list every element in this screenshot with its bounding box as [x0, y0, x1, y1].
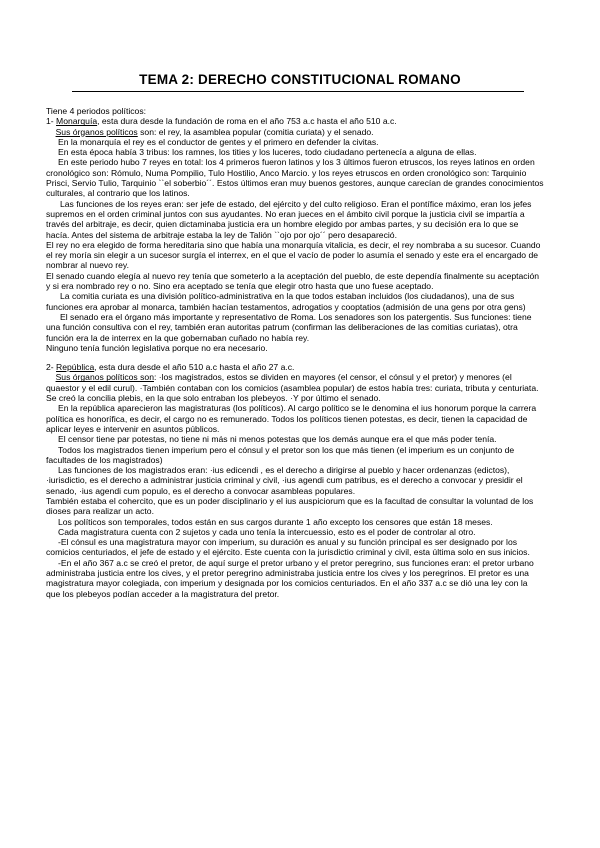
- monarquia-paragraph: Ninguno tenía función legislativa porque no era necesario.: [46, 342, 268, 353]
- republica-heading: [46, 362, 544, 372]
- monarquia-paragraph: Las funciones de los reyes eran: ser jefe de estado, del ejército y del culto religioso. Eran el pontífice máximo, eran los jefes supremos en el orden criminal juntos con sus ayudantes. No eran jueces en el ámbito civil porque la justicia civil se impartía a través del arbitraje, es decir, quien dictaminaba justicia era un hombre elegido por ambas partes, y su decisión era lo que se hacía. Antes del sistema de arbitraje estaba la ley de Talión ``ojo por ojo´´ pero desapareció.: [46, 198, 532, 240]
- monarquia-title: Monarquía: [56, 116, 98, 127]
- republica-paragraph: -En el año 367 a.c se creó el pretor, de aquí surge el pretor urbano y el pretor peregrino, sus funciones eran: el pretor urbano administraba justicia entre los cives, y el pretor peregrino administraba justicia entre los cives y los peregrinos. El pretor es una magistratura mayor colegiada, con imperium y designada por los comicios centuriados. En el año 337 a.c se dió una ley con la que los plebeyos podían acceder a la magistratura del pretor.: [46, 557, 534, 599]
- republica-paragraph: Los políticos son temporales, todos están en sus cargos durante 1 año excepto los censores que están 18 meses.: [58, 516, 493, 527]
- section-gap: [46, 353, 544, 362]
- monarquia-organos-text: son: el rey, la asamblea popular (comitia curiata) y el senado.: [137, 126, 374, 137]
- monarquia-paragraph: En la monarquía el rey es el conductor de gentes y el primero en defender la civitas.: [58, 136, 379, 147]
- republica-paragraph: El censor tiene par potestas, no tiene ni más ni menos potestas que los demás aunque era el que más poder tenía.: [58, 434, 497, 445]
- republica-organos-text: : ·los magistrados, estos se dividen en mayores (el censor, el cónsul y el pretor) y menores (el quaestor y el edil curul). ·También contaban con los comicios (asamblea popular) de estos había tres: curiata, tributa y centuriata. Se creó la concilia plebis, en la que solo entraban los plebeyos. ·Y por último el senado.: [46, 372, 539, 404]
- monarquia-organos-label: Sus órganos políticos: [55, 126, 138, 137]
- republica-paragraph: Cada magistratura cuenta con 2 sujetos y cada uno tenía la intercuessio, esto es el poder de controlar al otro.: [58, 526, 476, 537]
- monarquia-paragraph: El senado era el órgano más importante y representativo de Roma. Los senadores son los patergentis. Sus funciones: tiene una función consultiva con el rey, también eran autoritas patrum (confirman las deliberaciones de las comitias curiatas), otra función era la de interrex en la que gobernaban cuñado no había rey.: [46, 311, 532, 343]
- monarquia-paragraph: El senado cuando elegía al nuevo rey tenía que someterlo a la aceptación del pueblo, de este dependía finalmente su aceptación y si era nombrado rey o no. Sino era aceptado se tenía que elegir otro hasta que uno fuese aceptado.: [46, 270, 540, 292]
- republica-title: República: [56, 362, 95, 373]
- intro-line: Tiene 4 periodos políticos:: [46, 106, 146, 116]
- republica-organos: [46, 372, 544, 403]
- title-underline: [72, 91, 524, 92]
- monarquia-dates: , esta dura desde la fundación de roma en el año 753 a.c hasta el año 510 a.c.: [97, 116, 397, 127]
- republica-paragraph: -El cónsul es una magistratura mayor con imperium, su duración es anual y su función principal es ser designado por los comicios centuriados, el jefe de estado y el ejército. Este cuenta con la jurisdictio criminal y civil, esta última solo en sus inicios.: [46, 537, 530, 558]
- republica-dates: , esta dura desde el año 510 a.c hasta el año 27 a.c.: [94, 362, 295, 373]
- republica-paragraph: Las funciones de los magistrados eran: ·ius edicendi , es el derecho a dirigirse al pueblo y hacer ordenanzas (edictos), ·iurisdictio, es el derecho a administrar justicia criminal y civil, ·ius agendi cum patribus, es el derecho a convocar y presidir el senado, ·ius agendi cum populo, es el derecho a convocar asambleas populares.: [46, 465, 523, 496]
- monarquia-paragraph: En este periodo hubo 7 reyes en total: los 4 primeros fueron latinos y los 3 últimos fueron etruscos, los reyes latinos en orden cronológico son: Rómulo, Numa Pompilio, Tulo Hostilio, Anco Marcio. y los reyes etruscos en orden cronológico son: Tarquinio Prisci, Servio Tulio, Tarquinio ``el soberbio´´. Estos últimos eran muy buenos gestores, aunque carecían de grandes conocimientos culturales, al contrario que los latinos.: [46, 157, 544, 199]
- page-title: TEMA 2: DERECHO CONSTITUCIONAL ROMANO: [139, 72, 461, 87]
- republica-organos-label: Sus órganos políticos son: [55, 372, 154, 383]
- republica-paragraph: También estaba el cohercito, que es un poder disciplinario y el ius auspiciorum que es la facultad de consultar la voluntad de los dioses para realizar un acto.: [46, 495, 534, 517]
- republica-number: 2-: [46, 362, 57, 373]
- document-body: [46, 106, 544, 599]
- monarquia-number: 1-: [46, 116, 57, 127]
- monarquia-paragraph: La comitia curiata es una división político-administrativa en la que todos estaban incluidos (los ciudadanos), una de sus funciones era aprobar al monarca, también hacían testamentos, adrogatios y cooptatios (admisión de una gens por otra gens): [46, 291, 526, 312]
- monarquia-organos: [46, 127, 544, 137]
- republica-paragraph: Todos los magistrados tienen imperium pero el cónsul y el pretor son los que más tienen (el imperium es un conjunto de facultades de los magistrados): [46, 444, 515, 465]
- monarquia-paragraph: El rey no era elegido de forma hereditaria sino que había una monarquía vitalicia, es decir, el rey nombraba a su sucesor. Cuando el rey moría sin elegir a un sucesor surgía el interrex, en el que el vacío de poder lo asumía el senado y este era el encargado de nombrar al nuevo rey.: [46, 239, 541, 271]
- republica-paragraph: En la república aparecieron las magistraturas (los políticos). Al cargo político se le denomina el ius honorum porque la carrera política es honorífica, es decir, el cargo no es remunerado. Todos los políticos tienen potestas, es decir, tienen la capacidad de aplicar leyes e intervenir en asuntos públicos.: [46, 403, 537, 434]
- monarquia-paragraph: En esta época había 3 tribus: los ramnes, los tities y los luceres, todo ciudadano pertenecía a alguna de ellas.: [58, 147, 477, 158]
- monarquia-heading: [46, 116, 544, 126]
